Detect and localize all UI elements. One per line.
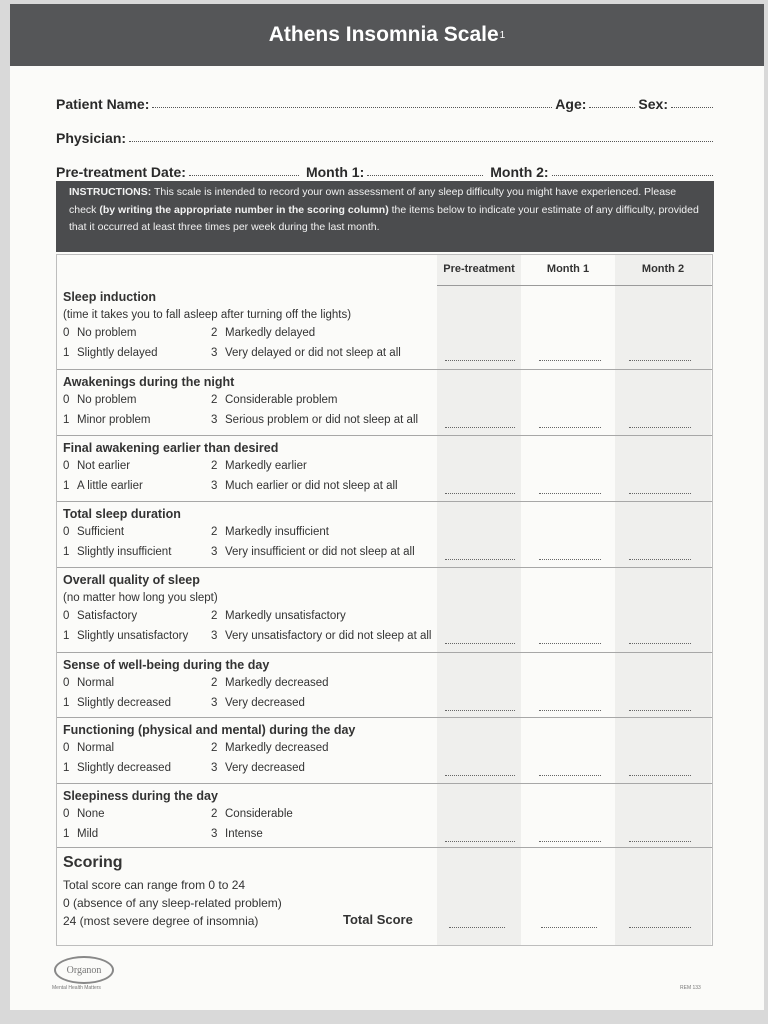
option-3 [211,480,398,492]
option-score: 3 [211,762,218,774]
option-3 [211,630,431,642]
option-1 [63,697,171,709]
column-header-month2: Month 2 [641,263,685,275]
score-field-month1[interactable] [539,642,601,644]
option-0 [63,526,124,538]
option-label: Markedly decreased [225,742,329,754]
option-0 [63,610,137,622]
option-2 [211,327,315,339]
option-label: Satisfactory [77,610,138,622]
option-score: 1 [63,828,70,840]
option-score: 1 [63,414,70,426]
score-field-pre-treatment[interactable] [445,558,515,560]
option-label: None [77,808,105,820]
option-label: Considerable problem [225,394,338,406]
item-section [57,435,712,502]
option-score: 0 [63,327,70,339]
option-score: 2 [211,327,218,339]
option-score: 1 [63,546,70,558]
option-score: 3 [211,697,218,709]
option-label: Markedly earlier [225,460,307,472]
patient-name-field[interactable] [152,106,552,108]
logo-tagline: Mental Health Matters [52,985,101,991]
option-label: Slightly decreased [77,762,171,774]
option-0 [63,460,130,472]
score-field-month1[interactable] [539,558,601,560]
option-1 [63,546,171,558]
option-label: A little earlier [77,480,143,492]
option-1 [63,480,143,492]
option-label: Markedly unsatisfactory [225,610,346,622]
option-1 [63,414,151,426]
option-label: Much earlier or did not sleep at all [225,480,398,492]
option-score: 1 [63,630,70,642]
option-score: 1 [63,762,70,774]
item-section [57,717,712,784]
option-score: 3 [211,828,218,840]
option-score: 1 [63,480,70,492]
month1-label: Month 1: [305,164,365,180]
scoring-section [57,847,712,946]
option-2 [211,808,293,820]
option-label: Slightly insufficient [77,546,172,558]
score-field-month2[interactable] [629,492,691,494]
option-label: Normal [77,742,115,754]
option-score: 0 [63,808,70,820]
form-page [10,4,764,1010]
score-field-month1[interactable] [539,709,601,711]
option-score: 0 [63,460,70,472]
item-title: Sleep induction [63,290,157,304]
option-2 [211,677,329,689]
score-field-month2[interactable] [629,359,691,361]
title-bar [10,4,764,66]
scoring-line-3: 24 (most severe degree of insomnia) [63,914,259,928]
option-0 [63,808,105,820]
patient-fields [56,78,716,180]
option-label: Minor problem [77,414,151,426]
score-field-pre-treatment[interactable] [445,840,515,842]
option-score: 1 [63,697,70,709]
month1-field[interactable] [367,174,483,176]
score-field-month1[interactable] [539,492,601,494]
age-label: Age: [555,96,587,112]
option-label: Markedly insufficient [225,526,329,538]
instructions-bold: (by writing the appropriate number in the scoring column) [99,203,389,216]
item-section [57,567,712,653]
option-score: 1 [63,347,70,359]
option-3 [211,697,305,709]
score-field-month2[interactable] [629,642,691,644]
option-score: 0 [63,742,70,754]
option-score: 0 [63,526,70,538]
sex-label: Sex: [638,96,668,112]
item-title: Total sleep duration [63,507,181,521]
physician-field[interactable] [129,140,713,142]
score-field-month1[interactable] [539,840,601,842]
score-field-month2[interactable] [629,709,691,711]
option-score: 2 [211,677,218,689]
page-title: Athens Insomnia Scale [268,23,499,46]
option-score: 3 [211,546,218,558]
option-score: 2 [211,610,218,622]
item-title: Functioning (physical and mental) during the day [63,723,356,737]
title-footnote: 1 [499,29,506,41]
option-label: Very decreased [225,697,305,709]
item-title: Final awakening earlier than desired [63,441,279,455]
option-score: 2 [211,742,218,754]
option-score: 3 [211,414,218,426]
scoring-title: Scoring [63,854,123,871]
option-3 [211,546,415,558]
option-2 [211,460,307,472]
item-title: Sleepiness during the day [63,789,218,803]
option-score: 0 [63,610,70,622]
option-label: Mild [77,828,99,840]
total-score-pre-treatment-field[interactable] [449,926,505,928]
item-subtitle: (no matter how long you slept) [63,592,218,604]
instructions-text-1: This scale is intended to record your own assessment of any sleep difficulty you might have experienced. Please check [69,186,677,216]
score-field-pre-treatment[interactable] [445,426,515,428]
score-field-month2[interactable] [629,840,691,842]
score-field-month1[interactable] [539,426,601,428]
option-label: Serious problem or did not sleep at all [225,414,419,426]
option-score: 3 [211,630,218,642]
option-label: Intense [225,828,263,840]
month2-label: Month 2: [490,164,549,180]
option-2 [211,610,346,622]
option-0 [63,394,136,406]
option-score: 2 [211,526,218,538]
option-score: 2 [211,460,218,472]
score-field-pre-treatment[interactable] [445,642,515,644]
option-score: 2 [211,808,218,820]
option-3 [211,762,305,774]
option-label: Very insufficient or did not sleep at all [225,546,415,558]
option-score: 2 [211,394,218,406]
pre-treatment-date-label: Pre-treatment Date: [56,164,186,180]
option-label: Markedly delayed [225,327,316,339]
option-score: 3 [211,480,218,492]
score-table [56,254,713,946]
option-0 [63,327,136,339]
score-field-month1[interactable] [539,359,601,361]
item-section [57,652,712,718]
score-field-pre-treatment[interactable] [445,774,515,776]
total-score-label: Total Score [343,912,413,927]
item-title: Awakenings during the night [63,375,235,389]
item-title: Sense of well-being during the day [63,658,270,672]
option-label: Markedly decreased [225,677,329,689]
column-header-month1: Month 1 [546,263,590,275]
option-label: Slightly unsatisfactory [77,630,189,642]
score-field-month2[interactable] [629,426,691,428]
option-label: Slightly decreased [77,697,171,709]
option-label: Considerable [225,808,293,820]
option-1 [63,630,188,642]
item-section [57,285,712,369]
month2-field[interactable] [552,174,713,176]
score-field-month2[interactable] [629,558,691,560]
option-label: Very decreased [225,762,305,774]
item-title: Overall quality of sleep [63,573,200,587]
score-field-pre-treatment[interactable] [445,492,515,494]
document-reference: REM 133 [680,985,701,991]
option-label: Normal [77,677,115,689]
option-score: 3 [211,347,218,359]
organon-logo [54,956,114,984]
option-0 [63,742,114,754]
item-subtitle: (time it takes you to fall asleep after turning off the lights) [63,309,352,321]
option-label: No problem [77,394,137,406]
option-1 [63,347,158,359]
option-label: Sufficient [77,526,125,538]
option-label: Very unsatisfactory or did not sleep at all [225,630,432,642]
option-0 [63,677,114,689]
logo-text: Organon [66,964,102,976]
patient-name-label: Patient Name: [56,96,150,112]
item-section [57,783,712,848]
total-score-month2-field[interactable] [629,926,691,928]
option-label: Very delayed or did not sleep at all [225,347,401,359]
total-score-month1-field[interactable] [541,926,597,928]
option-3 [211,414,418,426]
option-1 [63,828,98,840]
option-score: 0 [63,677,70,689]
score-field-month1[interactable] [539,774,601,776]
scoring-line-1: Total score can range from 0 to 24 [63,878,246,892]
instructions-lead: INSTRUCTIONS: [69,186,152,198]
option-2 [211,742,329,754]
option-label: Slightly delayed [77,347,158,359]
item-section [57,369,712,436]
instructions-box [56,181,714,252]
sex-field[interactable] [671,106,713,108]
option-label: No problem [77,327,137,339]
pre-treatment-date-field[interactable] [189,174,299,176]
option-3 [211,828,263,840]
score-field-month2[interactable] [629,774,691,776]
physician-label: Physician: [56,130,127,146]
scoring-line-2: 0 (absence of any sleep-related problem) [63,896,282,910]
option-1 [63,762,171,774]
option-label: Not earlier [77,460,131,472]
item-section [57,501,712,568]
option-2 [211,526,329,538]
option-2 [211,394,338,406]
score-field-pre-treatment[interactable] [445,709,515,711]
instructions-text-2: the items below to indicate your estimate of any difficulty, provided that it occurred at least three times per week during the last month. [69,203,699,233]
age-field[interactable] [589,106,635,108]
option-3 [211,347,401,359]
column-header-pre-treatment: Pre-treatment [443,263,515,275]
score-field-pre-treatment[interactable] [445,359,515,361]
option-score: 0 [63,394,70,406]
